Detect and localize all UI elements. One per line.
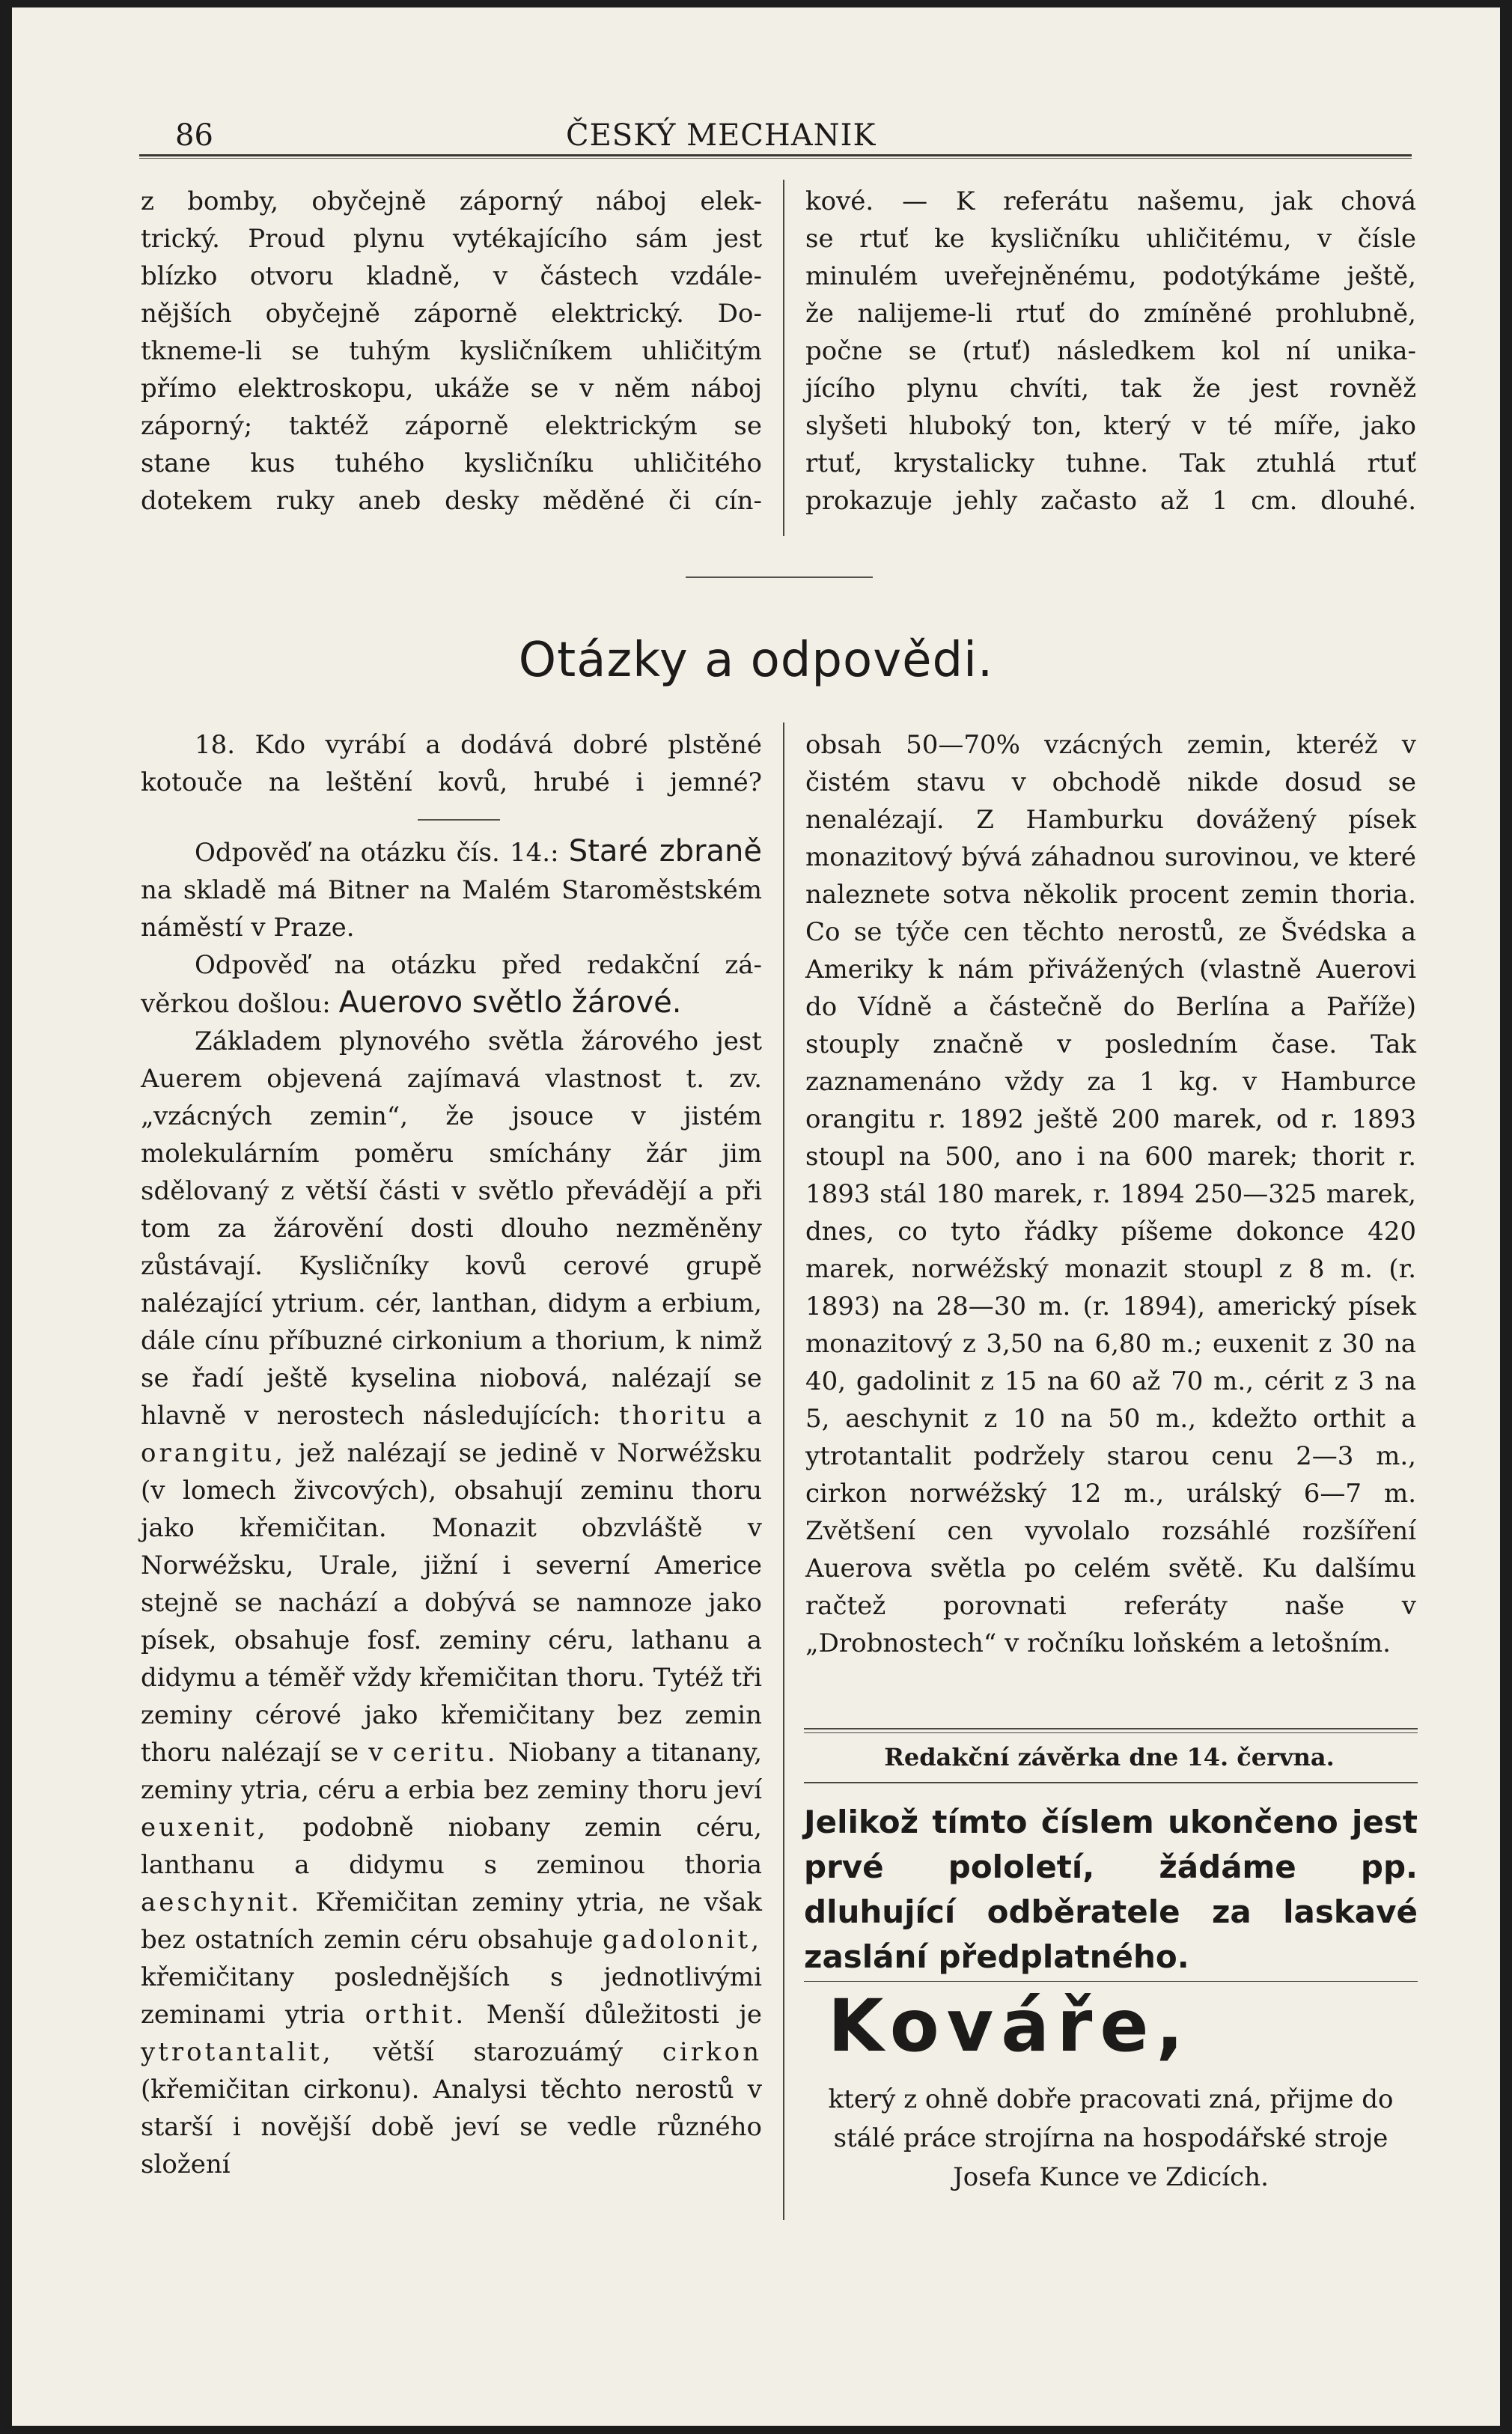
mineral-euxenit: euxenit,	[141, 1813, 269, 1843]
answer-14-rest: na skladě má Bitner na Malém Staroměstském náměstí v Praze.	[141, 875, 762, 943]
body-text: větší starozuámý	[373, 2037, 624, 2067]
mineral-cirkon: cirkon	[662, 2037, 763, 2067]
answer-auer-highlight: Auerovo světlo žárové.	[338, 985, 682, 1020]
section-title: Otázky a odpovědi.	[518, 633, 994, 688]
text-line: se rtuť ke kysličníku uhličitému, v čísle	[805, 224, 1416, 254]
subscription-notice: Jelikož tímto číslem ukončeno jest prvé pololetí, žádáme pp. dluhující odběratele za laskavé zaslání předplatného.	[804, 1804, 1418, 1975]
page-number: 86	[175, 118, 213, 153]
body-text: jež nalézají se jedině v Norwéžsku (v lomech živcových), obsahují zeminu thoru jako křemičitan. Monazit obzvláště v Norwéžsku, Urale, jižní i severní Americe stejně se nachází a dobývá se namnoze jako písek, obsahuje fosf. zeminy céru, lathanu a didymu a téměř vždy křemičitan thoru. Tytéž tři zeminy cérové jako křemičitany bez zemin thoru nalézají se v	[141, 1438, 762, 1768]
closing-rule-1	[804, 1728, 1418, 1729]
text-line: slyšeti hluboký ton, který v té míře, jako	[805, 411, 1416, 441]
header-rule	[139, 154, 1412, 156]
qa-right-column	[805, 726, 1416, 1662]
ad-text: který z ohně dobře pracovati zná, přijme do stálé práce strojírna na hospodářské stroje Josefa Kunce ve Zdicích.	[828, 2084, 1394, 2192]
mineral-ytrotantalit: ytrotantalit,	[141, 2037, 334, 2067]
body-text: Menší důležitosti je	[486, 2000, 762, 2030]
text-line: trický. Proud plynu vytékajícího sám jest	[141, 224, 762, 254]
auer-paragraph-cont: obsah 50—70% vzácných zemin, kteréž v čistém stavu v obchodě nikde dosud se nenalézají. Z Hamburku dovážený písek monazitový bývá záhadnou surovinou, ve které naleznete sotva několik procent zemin thoria. Co se týče cen těchto nerostů, ze Švédska a Ameriky k nám přivážených (vlastně Auerovi do Vídně a částečně do Berlína a Paříže) stouply značně v posledním čase. Tak zaznamenáno vždy za 1 kg. v Hamburce orangitu r. 1892 ještě 200 marek, od r. 1893 stoupl na 500, ano i na 600 marek; thorit r. 1893 stál 180 marek, r. 1894 250—325 marek, dnes, co tyto řádky píšeme dokonce 420 marek, norwéžský monazit stoupl z 8 m. (r. 1893) na 28—30 m. (r. 1894), americký písek monazitový z 3,50 na 6,80 m.; euxenit z 30 na 40, gadolinit z 15 na 60 až 70 m., cérit z 3 na 5, aeschynit z 10 na 50 m., kdežto orthit a ytrotantalit podržely starou cenu 2—3 m., cirkon norwéžský 12 m., urálský 6—7 m. Zvětšení cen vyvolalo rozsáhlé rozšíření Auerova světla po celém světě. Ku dalšímu račtež porovnati referáty naše v „Drobnostech“ v ročníku loňském a letošním.	[805, 730, 1416, 1658]
column-divider-top	[783, 180, 784, 536]
answer-auer	[141, 946, 762, 1023]
mineral-cerit: ceritu.	[392, 1738, 499, 1768]
text-line: přímo elektroskopu, ukáže se v něm náboj	[141, 374, 762, 404]
qa-divider	[418, 819, 500, 821]
text-line: záporný; taktéž záporně elektrickým se	[141, 411, 762, 441]
question-line-1: 18. Kdo vyrábí a dodává dobré plstěné	[195, 730, 762, 760]
answer-auer-prefix: Odpověď na otázku před redakční zá-věrkou došlou:	[141, 950, 762, 1019]
question-18-cont: kotouče na leštění kovů, hrubé i jemné?	[141, 767, 762, 797]
ad-rule	[804, 1981, 1418, 1982]
text-line: rtuť, krystalicky tuhne. Tak ztuhlá rtuť	[805, 448, 1416, 478]
column-divider-main	[783, 722, 784, 2220]
journal-title: ČESKÝ MECHANIK	[566, 118, 877, 153]
answer-14-highlight: Staré zbraně	[568, 834, 762, 868]
text-line: počne se (rtuť) následkem kol ní unika-	[805, 336, 1416, 366]
header-rule-thin	[139, 158, 1412, 159]
body-text: a	[746, 1401, 762, 1431]
text-line: z bomby, obyčejně záporný náboj elek-	[141, 186, 762, 216]
qa-left-column	[141, 726, 762, 2183]
editorial-deadline: Redakční závěrka dne 14. června.	[884, 1743, 1335, 1771]
ad-title: Kováře,	[828, 1984, 1191, 2068]
mineral-aeschynit: aeschynit.	[141, 1887, 302, 1917]
text-line: nějších obyčejně záporně elektrický. Do-	[141, 299, 762, 329]
article-continuation-right	[805, 183, 1416, 520]
article-continuation-left	[141, 183, 762, 520]
answer-14-prefix: Odpověď na otázku čís. 14.:	[195, 838, 559, 868]
page-header	[12, 7, 1500, 153]
mineral-orthit: orthit.	[365, 2000, 467, 2030]
text-line: že nalijeme-li rtuť do zmíněné prohlubně,	[805, 299, 1416, 329]
text-line: tkneme-li se tuhým kysličníkem uhličitým	[141, 336, 762, 366]
auer-paragraph	[141, 1023, 762, 2183]
closing-rule-2	[804, 1732, 1418, 1733]
closing-rule-3	[804, 1782, 1418, 1783]
body-text: Základem plynového světla žárového jest Auerem objevená zajímavá vlastnost t. zv. „vzácných zemin“, že jsouce v jistém molekulárním poměru smíchány žár jim sdělovaný z větší části v světlo převádějí a při tom za žárovění dosti dlouho nezměněny zůstávají. Kysličníky kovů cerové grupě nalézající ytrium. cér, lanthan, didym a erbium, dále cínu příbuzné cirkonium a thorium, k nimž se řadí ještě kyselina niobová, nalézají se hlavně v nerostech následujících:	[141, 1026, 762, 1431]
mineral-gadolonit: gadolonit,	[603, 1925, 762, 1955]
body-text: křemičitany poslednějších s jednotlivými zeminami ytria	[141, 1962, 762, 2030]
text-line: jícího plynu chvíti, tak že jest rovněž	[805, 374, 1416, 404]
answer-14	[141, 833, 762, 946]
body-text: podobně niobany zemin céru, lanthanu a didymu s zeminou thoria	[141, 1813, 762, 1880]
text-line: dotekem ruky aneb desky měděné či cín-	[141, 486, 762, 516]
body-text: Křemičitan zeminy ytria, ne však bez ostatních zemin céru obsahuje	[141, 1887, 762, 1955]
newspaper-page	[12, 7, 1500, 2426]
text-line: blízko otvoru kladně, v částech vzdále-	[141, 261, 762, 291]
mineral-orangit: orangitu,	[141, 1438, 286, 1468]
text-line: kové. — K referátu našemu, jak chová	[805, 186, 1416, 216]
text-line: minulém uveřejněnému, podotýkáme ještě,	[805, 261, 1416, 291]
mineral-thorit: thoritu	[618, 1401, 729, 1431]
text-line: stane kus tuhého kysličníku uhličitého	[141, 448, 762, 478]
body-text: Niobany a titanany, zeminy ytria, céru a erbia bez zeminy thoru jeví	[141, 1738, 762, 1805]
text-line: prokazuje jehly začasto až 1 cm. dlouhé.	[805, 486, 1416, 516]
section-divider	[686, 576, 873, 578]
question-18	[141, 726, 762, 764]
body-text: (křemičitan cirkonu). Analysi těchto nerostů v starší i novější době jeví se vedle různého složení	[141, 2075, 762, 2179]
